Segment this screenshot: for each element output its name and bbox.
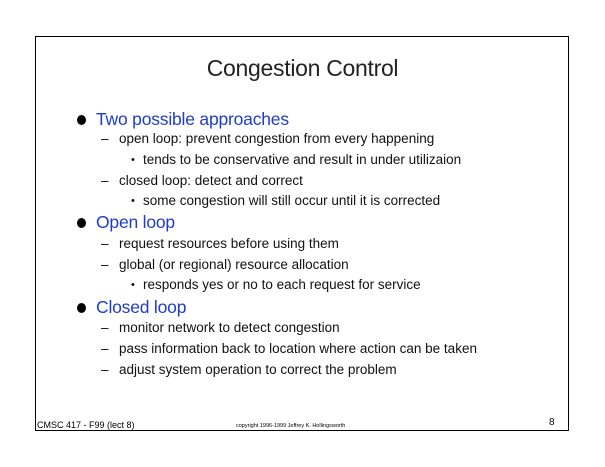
list-item	[101, 341, 477, 356]
dot-icon: •	[131, 279, 135, 291]
section-heading	[96, 297, 186, 318]
dash-icon: –	[101, 362, 109, 377]
sub-list-item	[131, 277, 421, 292]
section-heading	[96, 109, 289, 130]
sub-list-item-text: responds yes or no to each request for service	[143, 277, 421, 292]
section-heading-text: Closed loop	[96, 297, 187, 317]
dash-icon: –	[101, 173, 109, 188]
bullet-icon	[77, 218, 86, 228]
list-item-text: closed loop: detect and correct	[119, 173, 303, 188]
list-item-text: pass information back to location where action can be taken	[119, 341, 477, 356]
sub-list-item	[131, 152, 462, 167]
list-item-text: adjust system operation to correct the problem	[119, 362, 397, 377]
list-item	[101, 131, 435, 146]
bullet-icon	[77, 115, 86, 125]
sub-list-item-text: tends to be conservative and result in under utilizaion	[143, 152, 462, 167]
sub-list-item	[131, 193, 441, 208]
dot-icon: •	[131, 154, 135, 166]
list-item-text: global (or regional) resource allocation	[119, 257, 349, 272]
section-heading-text: Two possible approaches	[96, 109, 289, 129]
dot-icon: •	[131, 195, 135, 207]
list-item-text: open loop: prevent congestion from every happening	[119, 131, 435, 146]
dash-icon: –	[101, 131, 109, 146]
section-heading-text: Open loop	[96, 212, 175, 232]
dash-icon: –	[101, 257, 109, 272]
footer-course: CMSC 417 - F99 (lect 8)	[37, 420, 135, 430]
dash-icon: –	[101, 320, 109, 335]
list-item	[101, 362, 397, 377]
slide-title: Congestion Control	[206, 55, 399, 81]
list-item	[101, 320, 340, 335]
bullet-icon	[77, 303, 86, 313]
list-item	[101, 236, 339, 251]
dash-icon: –	[101, 236, 109, 251]
sub-list-item-text: some congestion will still occur until it is corrected	[143, 193, 441, 208]
footer-copyright: copyright 1996-1999 Jeffrey K. Hollingsworth	[236, 423, 346, 429]
section-heading	[96, 212, 175, 233]
list-item	[101, 173, 303, 188]
list-item-text: request resources before using them	[119, 236, 339, 251]
page-number: 8	[549, 417, 555, 428]
list-item	[101, 257, 349, 272]
list-item-text: monitor network to detect congestion	[119, 320, 340, 335]
dash-icon: –	[101, 341, 109, 356]
